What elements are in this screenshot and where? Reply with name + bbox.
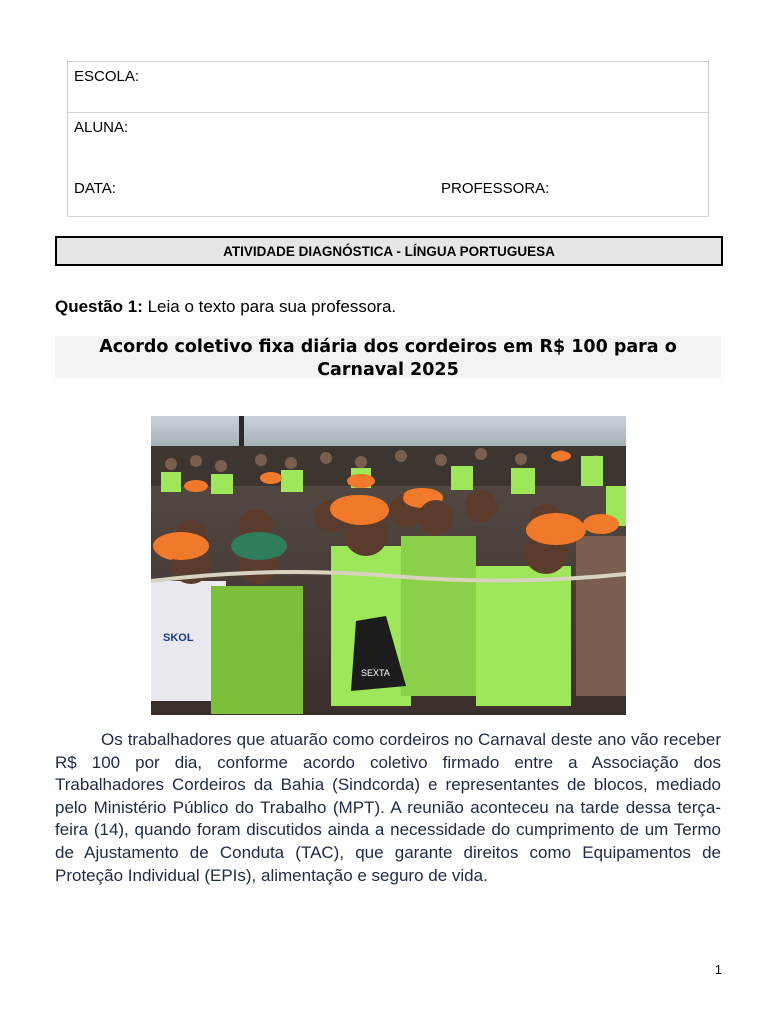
article-headline: Acordo coletivo fixa diária dos cordeiros em R$ 100 para o Carnaval 2025 <box>55 336 721 378</box>
activity-title: ATIVIDADE DIAGNÓSTICA - LÍNGUA PORTUGUESA <box>55 236 723 266</box>
article-paragraph: Os trabalhadores que atuarão como cordeiros no Carnaval deste ano vão receber R$ 100 por dia, conforme acordo coletivo firmado entre a Associação dos Trabalhadores Cordeiros da Bahia (Sindcorda) e representantes de blocos, mediado pelo Ministério Público do Trabalho (MPT). A reunião aconteceu na tarde dessa terça-feira (14), quando foram discutidos ainda a necessidade do cumprimento de um Termo de Ajustamento de Conduta (TAC), que garante direitos como Equipamentos de Proteção Individual (EPIs), alimentação e seguro de vida. <box>55 730 721 885</box>
student-info-box <box>67 61 709 217</box>
question-number: Questão 1: <box>55 297 143 316</box>
question-instruction: Leia o texto para sua professora. <box>147 297 397 316</box>
article-photo <box>151 416 626 715</box>
aluna-label: ALUNA: <box>74 119 129 136</box>
question-1 <box>55 297 396 317</box>
escola-label: ESCOLA: <box>74 68 140 85</box>
header-divider <box>68 112 708 113</box>
photo-skol-text: SKOL <box>163 632 194 644</box>
photo-vest-text: SEXTA <box>361 668 390 678</box>
data-label: DATA: <box>74 180 116 197</box>
page-number: 1 <box>714 962 722 977</box>
professora-label: PROFESSORA: <box>441 180 550 197</box>
